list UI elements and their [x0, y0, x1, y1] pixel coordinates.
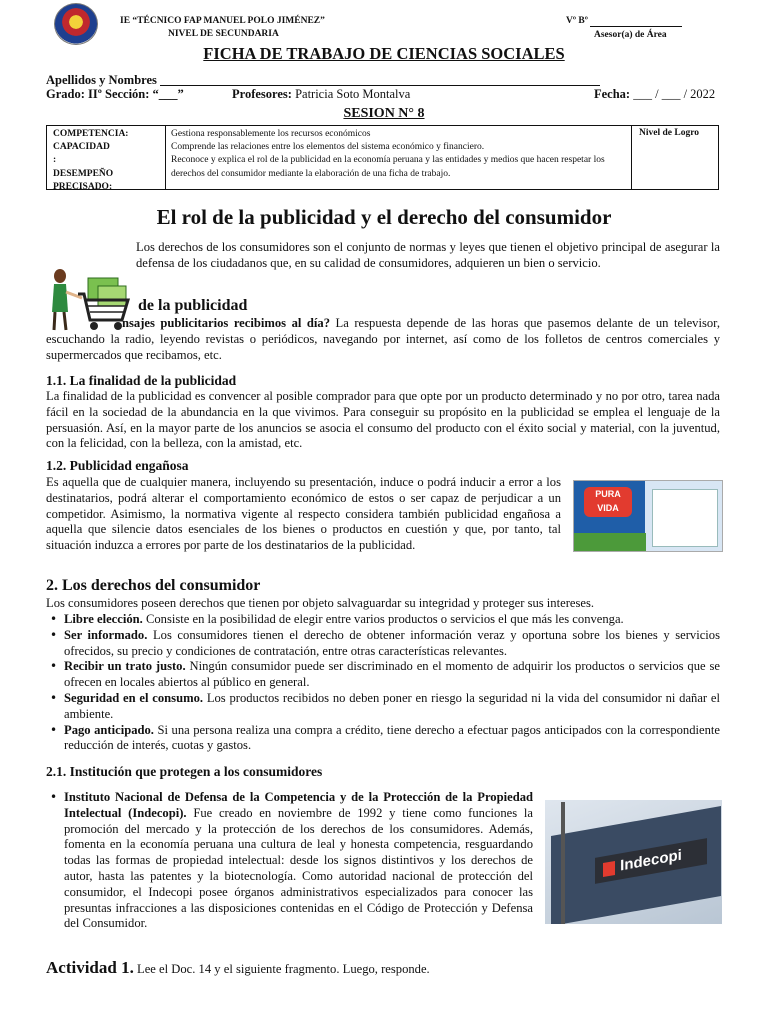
- section2-1-heading: 2.1. Institución que protegen a los consumidores: [46, 764, 323, 779]
- list-item: [46, 659, 720, 691]
- right-title: Libre elección.: [64, 612, 143, 626]
- institution-text: Fue creado en noviembre de 1992 y tiene como funciones la promoción del mercado y la protección de los derechos de los consumidores. Además, fomenta en la economía peruana una cultura de leal y honesta competencia, resguardando todas las formas de propiedad intelectual: desde los signos distintivos y los derechos de autor, hasta las patentes y la biotecnología. Como autoridad nacional de protección del consumidor, el Indecopi posee órganos administrativos especializados para conocer las presuntas infracciones a las disposiciones contenidas en el Código de Protección y Defensa del Consumidor.: [64, 805, 533, 931]
- label-precisado: PRECISADO:: [53, 181, 113, 192]
- section1-heading: de la publicidad: [138, 297, 248, 314]
- pura-vida-logo: PURA VIDA: [584, 487, 632, 517]
- nivel-logro-label: Nivel de Logro: [639, 128, 699, 138]
- names-label: Apellidos y Nombres: [46, 73, 157, 87]
- competencia-text: Gestiona responsablemente los recursos económicos: [171, 129, 371, 139]
- indecopi-logo-mark: [603, 861, 615, 877]
- shopping-cart-illustration: [42, 268, 132, 334]
- indecopi-building-image: [545, 800, 722, 924]
- section1-1-heading: 1.1. La finalidad de la publicidad: [46, 373, 237, 388]
- fecha-value: ___ / ___ / 2022: [633, 87, 716, 101]
- right-text: Si una persona realiza una compra a crédito, tiene derecho a efectuar pagos anticipados con la correspondiente reducción de interés, cuotas y gastos.: [64, 722, 720, 753]
- label-competencia: COMPETENCIA:: [53, 129, 129, 139]
- school-level: NIVEL DE SECUNDARIA: [168, 29, 279, 39]
- list-item: [46, 612, 720, 628]
- fecha-field: [594, 87, 715, 102]
- right-title: Ser informado.: [64, 627, 148, 642]
- competency-content: [171, 128, 631, 181]
- right-text: Consiste en la posibilidad de elegir entre varios productos o servicios el que más les convenga.: [145, 612, 624, 626]
- asesor-label: Asesor(a) de Área: [594, 30, 667, 40]
- section1-2-heading: 1.2. Publicidad engañosa: [46, 458, 189, 473]
- section1-1-paragraph: La finalidad de la publicidad es convencer al posible comprador para que opte por un producto determinado y no por otro, tarea nada fácil en la sociedad de la abundancia en la que vivimos. Para conseguir su propósito en la publicidad se emplea el lenguaje de la persuasión. Así, en la mayor parte de los anuncios se asocia el consumo del producto con el éxito social y material, con la juventud, con la felicidad, con la belleza, con la amistad, etc.: [46, 389, 720, 451]
- activity-label: Actividad 1.: [46, 958, 134, 977]
- school-name: IE “TÉCNICO FAP MANUEL POLO JIMÉNEZ”: [120, 16, 325, 26]
- consumer-rights-list: [46, 612, 720, 754]
- institution-title: Instituto Nacional de Defensa de la Competencia y de la Protección de la Propiedad Intelectual (Indecopi).: [64, 790, 533, 820]
- milk-product-image: [573, 480, 723, 552]
- label-colon: :: [53, 155, 57, 166]
- names-line[interactable]: [160, 85, 600, 86]
- right-title: Recibir un trato justo.: [64, 659, 186, 674]
- right-text: Los productos recibidos no deben poner en riesgo la seguridad ni la vida del consumidor ni dañar el ambiente.: [64, 690, 720, 721]
- profesores-field: [232, 87, 410, 102]
- section1-paragraph: [46, 316, 720, 363]
- activity-text: Lee el Doc. 14 y el siguiente fragmento. Luego, responde.: [137, 962, 430, 976]
- section2-intro: Los consumidores poseen derechos que tienen por objeto salvaguardar su integridad y proteger sus intereses.: [46, 596, 595, 610]
- vb-label: Vº Bº: [566, 16, 588, 26]
- worksheet-title: FICHA DE TRABAJO DE CIENCIAS SOCIALES: [203, 44, 565, 63]
- nutrition-label: [652, 489, 718, 547]
- right-text: Ningún consumidor puede ser discriminado en el momento de adquirir los productos o servicios que se ofrecen en locales abiertos al público en general.: [64, 659, 720, 690]
- fecha-label: Fecha:: [594, 87, 631, 101]
- table-divider: [165, 126, 166, 189]
- competency-labels: [53, 128, 163, 194]
- main-title: El rol de la publicidad y el derecho del consumidor: [156, 205, 612, 229]
- desempeno-text: Reconoce y explica el rol de la publicidad en la economía peruana y las entidades y medios que hacen respetar los derechos del consumidor mediante la elaboración de una ficha de trabajo.: [171, 155, 605, 179]
- pasture-shape: [574, 533, 646, 551]
- competency-table: [46, 125, 719, 190]
- right-title: Seguridad en el consumo.: [64, 690, 204, 705]
- section2-heading: 2. Los derechos del consumidor: [46, 577, 261, 594]
- institution-list: [46, 790, 533, 932]
- indecopi-sign: Indecopi: [595, 838, 707, 884]
- list-item: [46, 790, 533, 932]
- section1-text: La respuesta depende de las horas que pasemos delante de un televisor, escuchando la radio, leyendo revistas o periódicos, navegando por internet, así como de los folletos de centros comerciales y supermercados que recibamos, etc.: [46, 316, 720, 362]
- school-logo: [54, 3, 98, 45]
- activity-1: [46, 958, 430, 978]
- session-number: SESION N° 8: [343, 106, 425, 121]
- intro-paragraph: Los derechos de los consumidores son el conjunto de normas y leyes que tienen el objetivo principal de asegurar la defensa de los ciudadanos que, en su calidad de consumidores, adquieren un bien o servicio.: [136, 240, 720, 270]
- right-title: Pago anticipado.: [64, 722, 154, 737]
- grado-label: Grado: IIº Sección: “___”: [46, 87, 184, 101]
- list-item: [46, 628, 720, 660]
- label-capacidad: CAPACIDAD: [53, 142, 110, 153]
- capacidad-text: Comprende las relaciones entre los elementos del sistema económico y financiero.: [171, 142, 485, 153]
- section1-question: nsajes publicitarios recibimos al día?: [122, 316, 330, 330]
- label-desempeno: DESEMPEÑO: [53, 168, 114, 179]
- profesores-value: Patricia Soto Montalva: [295, 87, 411, 101]
- list-item: [46, 691, 720, 723]
- section1-2-paragraph: Es aquella que de cualquier manera, incluyendo su presentación, induce o podrá inducir a error a los destinatarios, podrá alterar el comportamiento económico de estos o ser capaz de perjudicar a un competidor. Asimismo, la normativa vigente al respecto considera también publicidad engañosa a aquella que silencie datos esenciales de los bienes o productos en cuestión y que, por tanto, tal situación induzca a errores por parte de los destinatarios de la publicidad.: [46, 475, 561, 553]
- list-item: [46, 723, 720, 755]
- vb-signature-line: [590, 26, 682, 27]
- profesores-label: Profesores:: [232, 87, 292, 101]
- table-divider: [631, 126, 632, 189]
- building-post: [561, 802, 565, 924]
- right-text: Los consumidores tienen el derecho de obtener información veraz y oportuna sobre los bienes y servicios ofrecidos, su precio y condiciones de contratación, entre otras características relevantes.: [64, 627, 720, 658]
